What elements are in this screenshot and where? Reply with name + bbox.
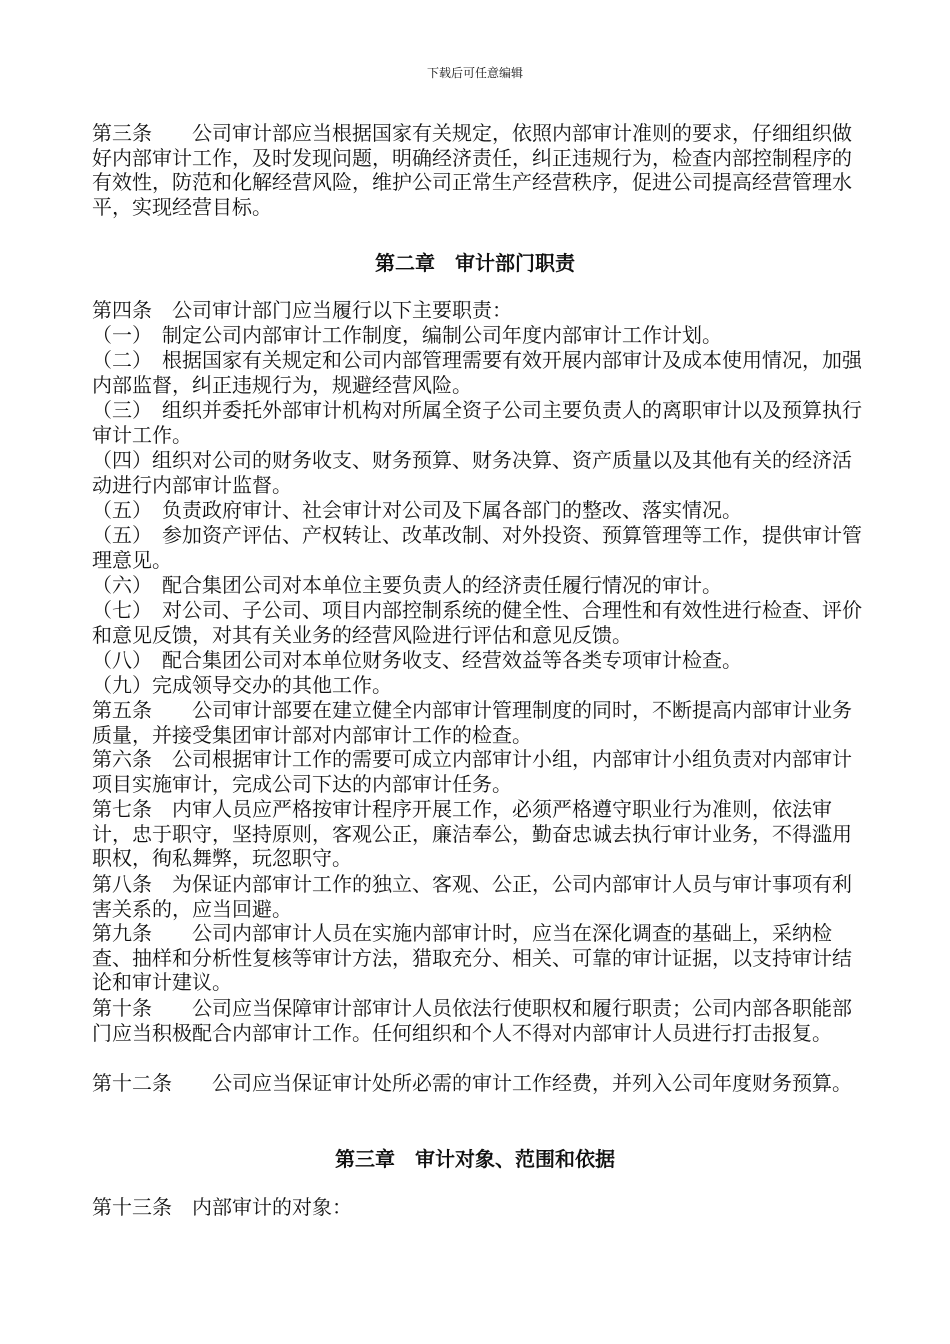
article-5: 第五条 公司审计部要在建立健全内部审计管理制度的同时，不断提高内部审计业务质量，并接受集团审计部对内部审计工作的检查。: [92, 698, 852, 747]
duty-item-7: （六） 配合集团公司对本单位主要负责人的经济责任履行情况的审计。: [92, 573, 722, 597]
duty-item-4: （四）组织对公司的财务收支、财务预算、财务决算、资产质量以及其他有关的经济活动进行内部审计监督。: [92, 448, 852, 497]
article-3: 第三条 公司审计部应当根据国家有关规定，依照内部审计准则的要求，仔细组织做好内部审计工作，及时发现问题，明确经济责任，纠正违规行为，检查内部控制程序的有效性，防范和化解经营风险，维护公司正常生产经营秩序，促进公司提高经营管理水平，实现经营目标。: [92, 121, 852, 220]
page-header: 下载后可任意编辑: [426, 66, 523, 80]
duty-item-1: （一） 制定公司内部审计工作制度，编制公司年度内部审计工作计划。: [92, 323, 722, 347]
duty-item-2: （二） 根据国家有关规定和公司内部管理需要有效开展内部审计及成本使用情况，加强内部监督，纠正违规行为，规避经营风险。: [92, 348, 862, 397]
article-6: 第六条 公司根据审计工作的需要可成立内部审计小组，内部审计小组负责对内部审计项目实施审计，完成公司下达的内部审计任务。: [92, 747, 852, 796]
article-10: 第十条 公司应当保障审计部审计人员依法行使职权和履行职责；公司内部各职能部门应当积极配合内部审计工作。任何组织和个人不得对内部审计人员进行打击报复。: [92, 996, 852, 1045]
chapter-2-heading: 第二章 审计部门职责: [375, 251, 575, 275]
article-12: 第十二条 公司应当保证审计处所必需的审计工作经费，并列入公司年度财务预算。: [92, 1071, 852, 1095]
duty-item-3: （三） 组织并委托外部审计机构对所属全资子公司主要负责人的离职审计以及预算执行审计工作。: [92, 398, 862, 447]
article-9: 第九条 公司内部审计人员在实施内部审计时，应当在深化调查的基础上，采纳检查、抽样和分析性复核等审计方法，猎取充分、相关、可靠的审计证据，以支持审计结论和审计建议。: [92, 921, 852, 995]
article-4: 第四条 公司审计部门应当履行以下主要职责：: [92, 298, 512, 322]
article-8: 第八条 为保证内部审计工作的独立、客观、公正，公司内部审计人员与审计事项有利害关系的，应当回避。: [92, 872, 852, 921]
duty-item-5: （五） 负责政府审计、社会审计对公司及下属各部门的整改、落实情况。: [92, 498, 742, 522]
article-7: 第七条 内审人员应严格按审计程序开展工作，必须严格遵守职业行为准则，依法审计，忠于职守，坚持原则，客观公正，廉洁奉公，勤奋忠诚去执行审计业务，不得滥用职权，徇私舞弊，玩忽职守。: [92, 797, 852, 871]
article-13: 第十三条 内部审计的对象：: [92, 1195, 352, 1219]
duty-item-9: （八） 配合集团公司对本单位财务收支、经营效益等各类专项审计检查。: [92, 648, 742, 672]
duty-item-6: （五） 参加资产评估、产权转让、改革改制、对外投资、预算管理等工作，提供审计管理意见。: [92, 523, 862, 572]
duty-item-10: （九）完成领导交办的其他工作。: [92, 673, 392, 697]
chapter-3-heading: 第三章 审计对象、范围和依据: [335, 1147, 615, 1171]
duty-item-8: （七） 对公司、子公司、项目内部控制系统的健全性、合理性和有效性进行检查、评价和意见反馈，对其有关业务的经营风险进行评估和意见反馈。: [92, 598, 862, 647]
